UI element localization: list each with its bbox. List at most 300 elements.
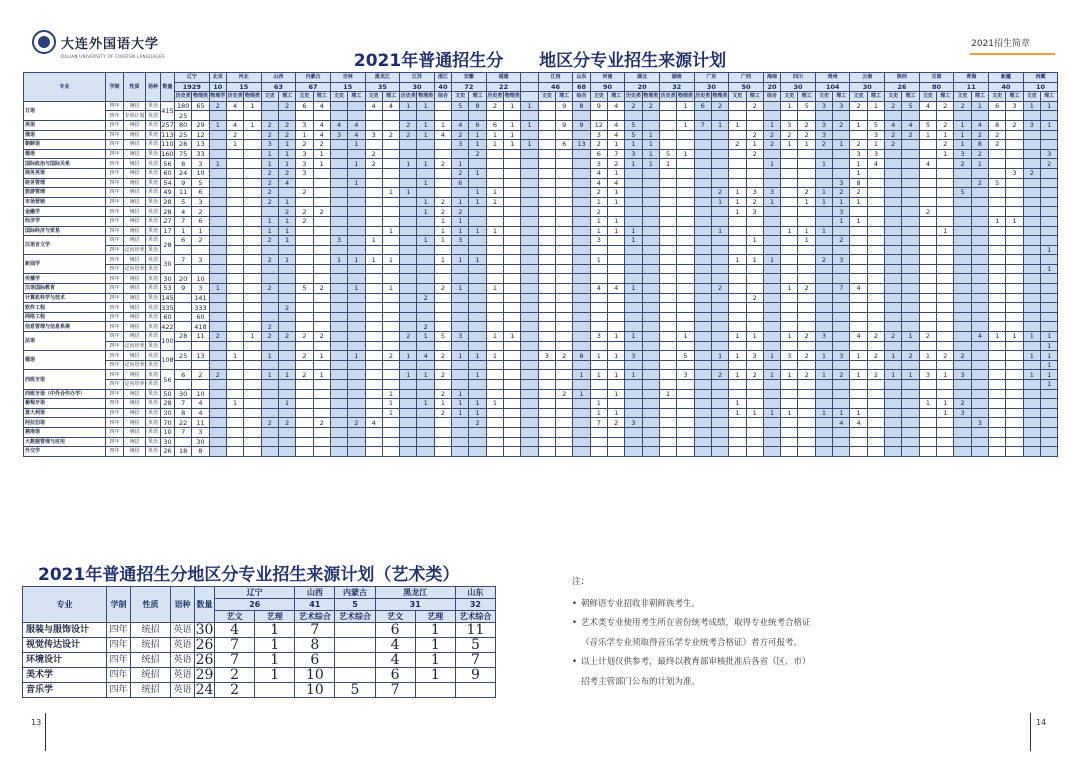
- value-cell: [278, 427, 295, 437]
- value-cell: [556, 245, 573, 255]
- value-cell: 6: [192, 188, 209, 198]
- value-cell: [763, 447, 780, 457]
- province-name: 山东: [573, 73, 590, 83]
- value-cell: 24: [175, 168, 192, 178]
- value-cell: [209, 264, 226, 274]
- value-cell: [885, 418, 902, 428]
- value-cell: [763, 360, 780, 370]
- value-cell: 1: [486, 284, 503, 294]
- value-cell: 1: [850, 159, 867, 169]
- value-cell: [763, 303, 780, 313]
- value-cell: 9: [573, 120, 590, 130]
- value-cell: [815, 322, 832, 332]
- value-cell: 2: [226, 130, 243, 140]
- value-cell: [902, 389, 919, 399]
- value-cell: [330, 389, 347, 399]
- province-total: 5: [335, 599, 375, 611]
- notes-title: 注：: [572, 577, 590, 587]
- value-cell: [677, 380, 694, 390]
- value-cell: [937, 207, 954, 217]
- value-cell: [659, 236, 676, 246]
- value-cell: [625, 399, 642, 409]
- value-cell: [642, 188, 659, 198]
- value-cell: [1006, 197, 1023, 207]
- value-cell: [400, 216, 417, 226]
- value-cell: [694, 168, 711, 178]
- years-cell: 四年: [107, 668, 131, 683]
- value-cell: [452, 149, 469, 159]
- value-cell: 4: [867, 159, 884, 169]
- value-cell: [521, 418, 538, 428]
- value-cell: [902, 408, 919, 418]
- value-cell: [677, 293, 694, 303]
- note-item: [572, 614, 872, 634]
- value-cell: 1: [937, 408, 954, 418]
- value-cell: [798, 312, 815, 322]
- value-cell: [642, 255, 659, 265]
- value-cell: [971, 197, 988, 207]
- type-cell: 专项计划: [124, 112, 145, 119]
- university-name: 大连外国语大学: [61, 36, 160, 52]
- value-cell: 1: [746, 408, 763, 418]
- value-cell: [625, 408, 642, 418]
- value-cell: [781, 360, 798, 370]
- value-cell: 1: [452, 399, 469, 409]
- value-cell: [954, 168, 971, 178]
- value-cell: [902, 178, 919, 188]
- value-cell: [711, 168, 728, 178]
- province-total: 63: [261, 82, 296, 92]
- value-cell: 1: [348, 159, 365, 169]
- value-cell: [885, 408, 902, 418]
- subject-type: 理工: [556, 92, 573, 102]
- value-cell: [677, 168, 694, 178]
- value-cell: [452, 447, 469, 457]
- value-cell: [538, 380, 555, 390]
- type-cell: 统招: [124, 370, 146, 380]
- value-cell: [1023, 389, 1040, 399]
- value-cell: 1: [521, 101, 538, 111]
- value-cell: [244, 226, 261, 236]
- value-cell: 1: [452, 216, 469, 226]
- value-cell: [313, 111, 330, 121]
- years-cell: 四年: [106, 303, 124, 313]
- count-cell: 50: [161, 389, 175, 399]
- value-cell: [538, 140, 555, 150]
- value-cell: [815, 236, 832, 246]
- value-cell: [677, 437, 694, 447]
- value-cell: [192, 341, 209, 351]
- value-cell: [296, 399, 313, 409]
- value-cell: [226, 216, 243, 226]
- value-cell: [833, 437, 850, 447]
- value-cell: [1023, 207, 1040, 217]
- years-cell: 四年: [106, 322, 124, 332]
- value-cell: [538, 284, 555, 294]
- value-cell: [209, 380, 226, 390]
- value-cell: [330, 418, 347, 428]
- value-cell: [867, 188, 884, 198]
- years-cell: 四年: [106, 101, 124, 111]
- province-total: 15: [330, 82, 365, 92]
- value-cell: [1006, 245, 1023, 255]
- value-cell: [1040, 399, 1057, 409]
- value-cell: 1: [382, 408, 399, 418]
- value-cell: [261, 101, 278, 111]
- lang-cell: 英语: [146, 264, 161, 274]
- count-cell: 17: [161, 226, 175, 236]
- province-name: 吉林: [330, 73, 365, 83]
- value-cell: [1040, 284, 1057, 294]
- subject-type: 理工: [798, 92, 815, 102]
- value-cell: [226, 255, 243, 265]
- value-cell: [348, 149, 365, 159]
- value-cell: [746, 322, 763, 332]
- value-cell: 4: [313, 130, 330, 140]
- value-cell: [885, 149, 902, 159]
- value-cell: [954, 293, 971, 303]
- value-cell: [989, 427, 1006, 437]
- value-cell: 1: [815, 351, 832, 361]
- value-cell: [261, 207, 278, 217]
- value-cell: 1: [625, 140, 642, 150]
- value-cell: [850, 322, 867, 332]
- value-cell: [937, 216, 954, 226]
- value-cell: 12: [590, 120, 607, 130]
- value-cell: 30: [175, 389, 192, 399]
- value-cell: [937, 427, 954, 437]
- value-cell: 3: [192, 255, 209, 265]
- lang-cell: 英语: [171, 668, 195, 683]
- value-cell: 2: [937, 140, 954, 150]
- value-cell: [469, 437, 486, 447]
- value-cell: [521, 111, 538, 121]
- value-cell: 1: [1040, 332, 1057, 342]
- value-cell: 2: [746, 101, 763, 111]
- value-cell: [781, 274, 798, 284]
- count-cell: 160: [161, 150, 174, 159]
- value-cell: [590, 264, 607, 274]
- value-cell: [296, 255, 313, 265]
- value-cell: [711, 341, 728, 351]
- value-cell: [781, 312, 798, 322]
- value-cell: [694, 178, 711, 188]
- value-cell: [607, 322, 624, 332]
- value-cell: [815, 399, 832, 409]
- value-cell: [434, 245, 451, 255]
- value-cell: [729, 427, 746, 437]
- value-cell: 2: [192, 236, 209, 246]
- years-cell: 四年: [106, 360, 124, 370]
- value-cell: 3: [833, 178, 850, 188]
- value-cell: [209, 168, 226, 178]
- years-cell: 四年: [106, 130, 124, 140]
- value-cell: [729, 418, 746, 428]
- value-cell: [330, 303, 347, 313]
- value-cell: 1: [348, 255, 365, 265]
- lang-cell: 英语: [146, 408, 161, 418]
- column-header: 语种: [146, 73, 161, 102]
- value-cell: [469, 303, 486, 313]
- value-cell: [902, 284, 919, 294]
- value-cell: 2: [1023, 168, 1040, 178]
- value-cell: [261, 264, 278, 274]
- value-cell: 1: [1040, 380, 1057, 390]
- value-cell: [677, 408, 694, 418]
- province-total: 30: [781, 82, 816, 92]
- value-cell: [382, 303, 399, 313]
- value-cell: [919, 140, 936, 150]
- value-cell: [902, 207, 919, 217]
- province-total: 67: [296, 82, 331, 92]
- value-cell: [625, 312, 642, 322]
- value-cell: 1: [781, 370, 798, 380]
- years-cell: 四年: [106, 236, 124, 246]
- count-cell: 30: [161, 255, 175, 274]
- value-cell: 2: [278, 130, 295, 140]
- value-cell: 1: [677, 101, 694, 111]
- table-row: [24, 226, 1058, 236]
- count-cell: 30: [161, 274, 175, 284]
- value-cell: 2: [711, 284, 728, 294]
- province-name: 湖南: [659, 73, 694, 83]
- value-cell: [244, 255, 261, 265]
- value-cell: [937, 437, 954, 447]
- lang-cell: 英语: [146, 427, 161, 437]
- value-cell: [729, 322, 746, 332]
- value-cell: [989, 159, 1006, 169]
- major-name: 经济学: [24, 216, 106, 226]
- value-cell: [625, 437, 642, 447]
- value-cell: 2: [382, 351, 399, 361]
- value-cell: [815, 389, 832, 399]
- value-cell: 9: [455, 668, 495, 683]
- value-cell: [833, 274, 850, 284]
- value-cell: [556, 226, 573, 236]
- subject-type: 艺术综合: [295, 611, 335, 623]
- value-cell: [573, 236, 590, 246]
- value-cell: [902, 303, 919, 313]
- value-cell: [365, 293, 382, 303]
- value-cell: [867, 408, 884, 418]
- value-cell: 2: [867, 332, 884, 342]
- value-cell: 1: [1040, 351, 1057, 361]
- value-cell: 3: [1006, 101, 1023, 111]
- province-total: 20: [625, 82, 660, 92]
- value-cell: [504, 399, 521, 409]
- value-cell: [989, 236, 1006, 246]
- count-cell: 30: [195, 622, 214, 638]
- value-cell: 1: [415, 668, 455, 683]
- value-cell: 2: [313, 207, 330, 217]
- value-cell: [434, 437, 451, 447]
- value-cell: [833, 245, 850, 255]
- subject-type: 文史: [452, 92, 469, 102]
- value-cell: [781, 264, 798, 274]
- value-cell: [504, 274, 521, 284]
- value-cell: [486, 418, 503, 428]
- value-cell: [850, 360, 867, 370]
- value-cell: [694, 303, 711, 313]
- value-cell: 2: [1006, 120, 1023, 130]
- value-cell: [902, 111, 919, 121]
- value-cell: [607, 207, 624, 217]
- value-cell: [244, 351, 261, 361]
- value-cell: [486, 370, 503, 380]
- value-cell: [209, 322, 226, 332]
- value-cell: 4: [417, 351, 434, 361]
- value-cell: [434, 322, 451, 332]
- value-cell: [694, 188, 711, 198]
- value-cell: [729, 303, 746, 313]
- value-cell: [1040, 322, 1057, 332]
- value-cell: [1006, 437, 1023, 447]
- value-cell: [971, 322, 988, 332]
- value-cell: [417, 111, 434, 121]
- value-cell: [833, 341, 850, 351]
- value-cell: [833, 111, 850, 121]
- value-cell: 1: [729, 332, 746, 342]
- value-cell: [1006, 389, 1023, 399]
- value-cell: [746, 418, 763, 428]
- value-cell: [919, 380, 936, 390]
- subject-type: 理工: [313, 92, 330, 102]
- value-cell: [833, 399, 850, 409]
- lang-cell: 英语: [146, 370, 161, 380]
- value-cell: 1: [261, 351, 278, 361]
- value-cell: 2: [278, 207, 295, 217]
- value-cell: 3: [919, 370, 936, 380]
- value-cell: [469, 274, 486, 284]
- value-cell: [885, 264, 902, 274]
- value-cell: 1: [469, 255, 486, 265]
- value-cell: [348, 380, 365, 390]
- value-cell: [642, 351, 659, 361]
- value-cell: [902, 274, 919, 284]
- value-cell: 7: [694, 120, 711, 130]
- subject-type: 艺文: [375, 611, 415, 623]
- value-cell: [209, 130, 226, 140]
- province-name: 安徽: [452, 73, 487, 83]
- major-name: 传播学: [24, 274, 106, 284]
- value-cell: 1: [937, 399, 954, 409]
- value-cell: 1: [226, 351, 243, 361]
- value-cell: [486, 303, 503, 313]
- value-cell: [937, 236, 954, 246]
- value-cell: [400, 197, 417, 207]
- value-cell: 1: [469, 140, 486, 150]
- value-cell: 1: [607, 332, 624, 342]
- province-total: 50: [729, 82, 764, 92]
- lang-cell: 英语: [146, 293, 161, 303]
- value-cell: [711, 216, 728, 226]
- value-cell: [677, 312, 694, 322]
- value-cell: [556, 399, 573, 409]
- province-name: 西藏: [1023, 73, 1058, 83]
- value-cell: [711, 159, 728, 169]
- column-header: 数量: [161, 73, 175, 102]
- value-cell: 1: [348, 351, 365, 361]
- value-cell: [365, 226, 382, 236]
- value-cell: 2: [590, 140, 607, 150]
- value-cell: [400, 322, 417, 332]
- column-header: 语种: [171, 587, 195, 623]
- value-cell: 1: [1006, 216, 1023, 226]
- value-cell: 1: [763, 159, 780, 169]
- value-cell: [711, 236, 728, 246]
- value-cell: [885, 159, 902, 169]
- value-cell: [538, 274, 555, 284]
- major-name: 葡萄牙语: [24, 399, 106, 409]
- value-cell: [209, 437, 226, 447]
- value-cell: [1040, 111, 1057, 121]
- value-cell: 3: [296, 159, 313, 169]
- value-cell: [434, 111, 451, 121]
- value-cell: [452, 341, 469, 351]
- value-cell: 1: [417, 399, 434, 409]
- value-cell: 3: [867, 130, 884, 140]
- value-cell: 6: [375, 668, 415, 683]
- value-cell: [556, 341, 573, 351]
- value-cell: [1023, 399, 1040, 409]
- value-cell: 3: [781, 120, 798, 130]
- value-cell: [573, 341, 590, 351]
- value-cell: 2: [261, 255, 278, 265]
- value-cell: [209, 149, 226, 159]
- value-cell: 1: [486, 351, 503, 361]
- value-cell: 3: [192, 284, 209, 294]
- value-cell: 2: [261, 120, 278, 130]
- value-cell: [573, 360, 590, 370]
- value-cell: 1: [850, 351, 867, 361]
- value-cell: [902, 322, 919, 332]
- value-cell: 4: [607, 130, 624, 140]
- value-cell: 2: [798, 284, 815, 294]
- table-row: [24, 370, 1058, 380]
- subject-type: 理工: [937, 92, 954, 102]
- value-cell: 2: [798, 188, 815, 198]
- count-cell: 54: [161, 178, 175, 188]
- subject-type: 物理类: [643, 93, 659, 100]
- value-cell: [278, 188, 295, 198]
- value-cell: [746, 447, 763, 457]
- value-cell: [1023, 264, 1040, 274]
- value-cell: [452, 360, 469, 370]
- value-cell: 4: [348, 130, 365, 140]
- value-cell: 3: [746, 188, 763, 198]
- value-cell: [659, 274, 676, 284]
- value-cell: [902, 399, 919, 409]
- value-cell: [971, 351, 988, 361]
- value-cell: [642, 447, 659, 457]
- major-name: 俄语: [24, 130, 106, 140]
- value-cell: [573, 130, 590, 140]
- type-cell: 统招: [124, 159, 146, 169]
- value-cell: [850, 274, 867, 284]
- note-text-continued: （音乐学专业须取得音乐学专业统考合格证）者方可报考。: [581, 637, 803, 648]
- value-cell: [175, 245, 192, 255]
- value-cell: [1006, 178, 1023, 188]
- value-cell: [746, 226, 763, 236]
- value-cell: [1006, 159, 1023, 169]
- value-cell: [296, 380, 313, 390]
- value-cell: 2: [746, 293, 763, 303]
- value-cell: [711, 312, 728, 322]
- value-cell: [694, 111, 711, 121]
- value-cell: [902, 437, 919, 447]
- value-cell: [382, 216, 399, 226]
- value-cell: [382, 427, 399, 437]
